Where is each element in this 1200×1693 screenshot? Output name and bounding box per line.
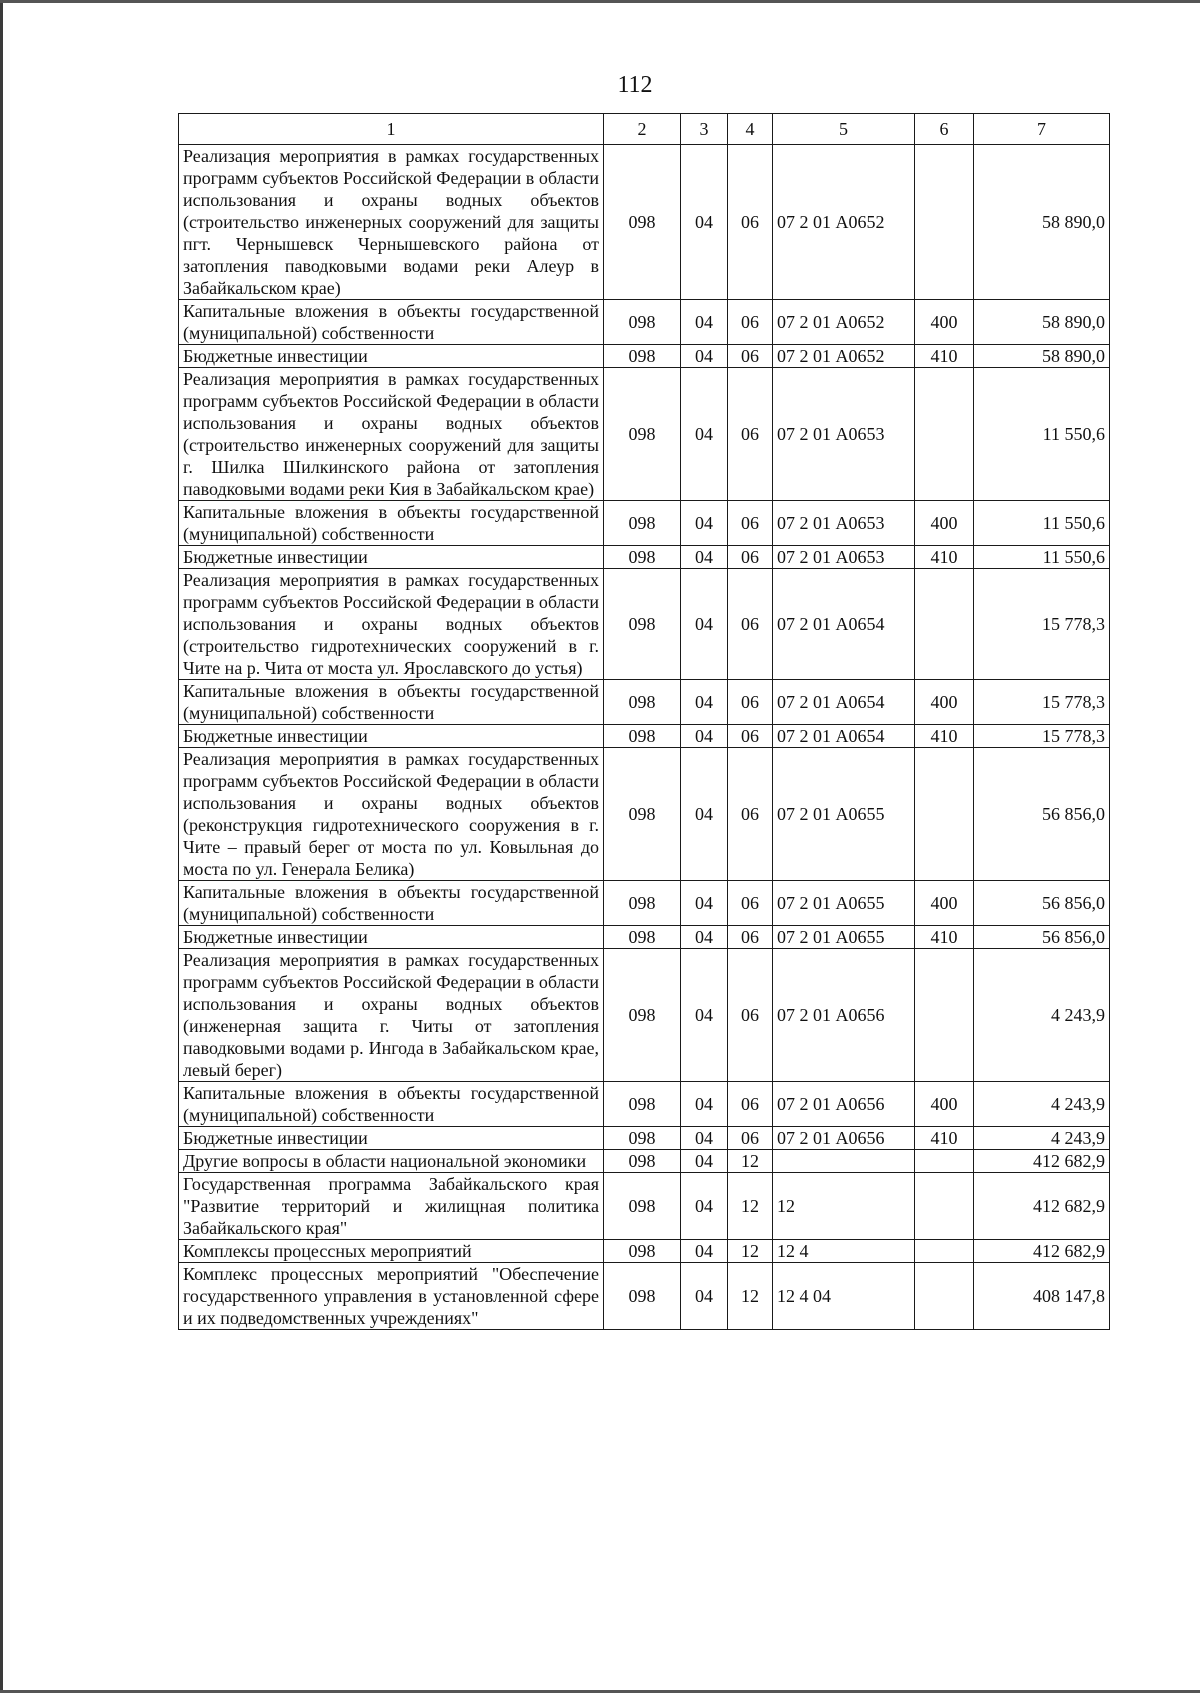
table-row <box>179 725 1110 748</box>
row-amount-cell: 15 778,3 <box>974 680 1110 725</box>
row-name-cell: Бюджетные инвестиции <box>179 1127 604 1150</box>
table-row <box>179 1082 1110 1127</box>
table-row <box>179 368 1110 501</box>
row-subsection-cell: 06 <box>728 145 773 300</box>
row-ministry-code-cell: 098 <box>604 725 681 748</box>
row-section-cell: 04 <box>681 1173 728 1240</box>
table-row <box>179 1263 1110 1330</box>
row-name-cell: Бюджетные инвестиции <box>179 725 604 748</box>
row-expense-type-cell: 410 <box>915 725 974 748</box>
row-target-article-cell: 07 2 01 А0655 <box>773 881 915 926</box>
row-target-article-cell: 07 2 01 А0654 <box>773 725 915 748</box>
row-subsection-cell: 06 <box>728 926 773 949</box>
row-ministry-code-cell: 098 <box>604 501 681 546</box>
row-subsection-cell: 06 <box>728 748 773 881</box>
scan-edge-left <box>0 0 3 1693</box>
row-ministry-code-cell: 098 <box>604 949 681 1082</box>
row-amount-cell: 58 890,0 <box>974 145 1110 300</box>
row-ministry-code-cell: 098 <box>604 1240 681 1263</box>
row-ministry-code-cell: 098 <box>604 368 681 501</box>
row-amount-cell: 412 682,9 <box>974 1240 1110 1263</box>
table-row <box>179 926 1110 949</box>
row-section-cell: 04 <box>681 569 728 680</box>
row-section-cell: 04 <box>681 1150 728 1173</box>
row-subsection-cell: 06 <box>728 680 773 725</box>
row-target-article-cell: 07 2 01 А0653 <box>773 368 915 501</box>
header-cell-1: 1 <box>179 114 604 145</box>
row-subsection-cell: 06 <box>728 345 773 368</box>
row-target-article-cell <box>773 1150 915 1173</box>
table-row <box>179 1150 1110 1173</box>
row-subsection-cell: 06 <box>728 1082 773 1127</box>
row-subsection-cell: 12 <box>728 1263 773 1330</box>
row-name-cell: Капитальные вложения в объекты государственной (муниципальной) собственности <box>179 1082 604 1127</box>
row-ministry-code-cell: 098 <box>604 145 681 300</box>
header-cell-6: 6 <box>915 114 974 145</box>
row-expense-type-cell: 400 <box>915 300 974 345</box>
header-cell-4: 4 <box>728 114 773 145</box>
table-row <box>179 881 1110 926</box>
row-expense-type-cell: 400 <box>915 1082 974 1127</box>
row-section-cell: 04 <box>681 748 728 881</box>
row-expense-type-cell: 410 <box>915 546 974 569</box>
row-section-cell: 04 <box>681 1263 728 1330</box>
row-amount-cell: 4 243,9 <box>974 1082 1110 1127</box>
row-section-cell: 04 <box>681 1240 728 1263</box>
row-ministry-code-cell: 098 <box>604 1150 681 1173</box>
row-ministry-code-cell: 098 <box>604 1263 681 1330</box>
row-amount-cell: 58 890,0 <box>974 345 1110 368</box>
row-name-cell: Бюджетные инвестиции <box>179 926 604 949</box>
row-subsection-cell: 06 <box>728 569 773 680</box>
row-subsection-cell: 12 <box>728 1150 773 1173</box>
row-subsection-cell: 06 <box>728 368 773 501</box>
row-name-cell: Капитальные вложения в объекты государственной (муниципальной) собственности <box>179 501 604 546</box>
row-amount-cell: 4 243,9 <box>974 1127 1110 1150</box>
row-ministry-code-cell: 098 <box>604 546 681 569</box>
row-expense-type-cell: 410 <box>915 926 974 949</box>
row-expense-type-cell <box>915 1150 974 1173</box>
table-row <box>179 546 1110 569</box>
table-row <box>179 1127 1110 1150</box>
row-name-cell: Бюджетные инвестиции <box>179 546 604 569</box>
row-name-cell: Комплекс процессных мероприятий "Обеспечение государственного управления в установленной сфере и их подведомственных учреждениях" <box>179 1263 604 1330</box>
row-target-article-cell: 12 4 04 <box>773 1263 915 1330</box>
row-target-article-cell: 07 2 01 А0653 <box>773 501 915 546</box>
row-name-cell: Реализация мероприятия в рамках государственных программ субъектов Российской Федерации в области использования и охраны водных объектов (реконструкция гидротехнического сооружения в г. Чите – правый берег от моста по ул. Ковыльная до моста по ул. Генерала Белика) <box>179 748 604 881</box>
row-amount-cell: 11 550,6 <box>974 546 1110 569</box>
row-ministry-code-cell: 098 <box>604 569 681 680</box>
row-target-article-cell: 07 2 01 А0655 <box>773 748 915 881</box>
table-row <box>179 748 1110 881</box>
row-name-cell: Государственная программа Забайкальского края "Развитие территорий и жилищная политика Забайкальского края" <box>179 1173 604 1240</box>
table-row <box>179 949 1110 1082</box>
row-amount-cell: 56 856,0 <box>974 926 1110 949</box>
row-target-article-cell: 07 2 01 А0654 <box>773 680 915 725</box>
row-subsection-cell: 06 <box>728 501 773 546</box>
row-ministry-code-cell: 098 <box>604 1127 681 1150</box>
row-expense-type-cell: 400 <box>915 881 974 926</box>
row-target-article-cell: 07 2 01 А0652 <box>773 145 915 300</box>
row-section-cell: 04 <box>681 725 728 748</box>
row-target-article-cell: 07 2 01 А0655 <box>773 926 915 949</box>
row-expense-type-cell: 400 <box>915 501 974 546</box>
row-name-cell: Бюджетные инвестиции <box>179 345 604 368</box>
row-amount-cell: 4 243,9 <box>974 949 1110 1082</box>
row-target-article-cell: 07 2 01 А0652 <box>773 345 915 368</box>
row-name-cell: Другие вопросы в области национальной экономики <box>179 1150 604 1173</box>
header-cell-2: 2 <box>604 114 681 145</box>
row-expense-type-cell: 410 <box>915 345 974 368</box>
row-section-cell: 04 <box>681 926 728 949</box>
row-expense-type-cell <box>915 1173 974 1240</box>
table-row <box>179 145 1110 300</box>
row-expense-type-cell <box>915 569 974 680</box>
row-name-cell: Реализация мероприятия в рамках государственных программ субъектов Российской Федерации в области использования и охраны водных объектов (строительство инженерных сооружений для защиты пгт. Чернышевск Чернышевского района от затопления паводковыми водами реки Алеур в Забайкальском крае) <box>179 145 604 300</box>
row-amount-cell: 11 550,6 <box>974 501 1110 546</box>
row-section-cell: 04 <box>681 1082 728 1127</box>
row-amount-cell: 56 856,0 <box>974 748 1110 881</box>
row-ministry-code-cell: 098 <box>604 680 681 725</box>
row-expense-type-cell <box>915 368 974 501</box>
table-row <box>179 501 1110 546</box>
table-row <box>179 680 1110 725</box>
row-expense-type-cell <box>915 1263 974 1330</box>
table-row <box>179 1240 1110 1263</box>
page-number: 112 <box>617 72 653 98</box>
row-section-cell: 04 <box>681 345 728 368</box>
table-row <box>179 345 1110 368</box>
row-amount-cell: 15 778,3 <box>974 725 1110 748</box>
row-name-cell: Капитальные вложения в объекты государственной (муниципальной) собственности <box>179 881 604 926</box>
row-name-cell: Реализация мероприятия в рамках государственных программ субъектов Российской Федерации в области использования и охраны водных объектов (строительство гидротехнических сооружений в г. Чите на р. Чита от моста ул. Ярославского до устья) <box>179 569 604 680</box>
row-expense-type-cell <box>915 748 974 881</box>
table-body <box>179 145 1110 1330</box>
row-target-article-cell: 07 2 01 А0654 <box>773 569 915 680</box>
row-amount-cell: 408 147,8 <box>974 1263 1110 1330</box>
row-ministry-code-cell: 098 <box>604 1173 681 1240</box>
row-ministry-code-cell: 098 <box>604 748 681 881</box>
row-name-cell: Реализация мероприятия в рамках государственных программ субъектов Российской Федерации в области использования и охраны водных объектов (инженерная защита г. Читы от затопления паводковыми водами р. Ингода в Забайкальском крае, левый берег) <box>179 949 604 1082</box>
row-subsection-cell: 06 <box>728 300 773 345</box>
budget-table <box>178 113 1110 1330</box>
table-row <box>179 1173 1110 1240</box>
row-ministry-code-cell: 098 <box>604 881 681 926</box>
row-expense-type-cell: 410 <box>915 1127 974 1150</box>
scan-edge-top <box>0 0 1200 3</box>
row-ministry-code-cell: 098 <box>604 345 681 368</box>
row-subsection-cell: 06 <box>728 1127 773 1150</box>
row-amount-cell: 11 550,6 <box>974 368 1110 501</box>
row-section-cell: 04 <box>681 680 728 725</box>
row-section-cell: 04 <box>681 368 728 501</box>
row-expense-type-cell <box>915 145 974 300</box>
row-section-cell: 04 <box>681 1127 728 1150</box>
row-name-cell: Реализация мероприятия в рамках государственных программ субъектов Российской Федерации в области использования и охраны водных объектов (строительство инженерных сооружений для защиты г. Шилка Шилкинского района от затопления паводковыми водами реки Кия в Забайкальском крае) <box>179 368 604 501</box>
header-row <box>179 114 1110 145</box>
row-subsection-cell: 12 <box>728 1240 773 1263</box>
row-expense-type-cell <box>915 949 974 1082</box>
header-cell-3: 3 <box>681 114 728 145</box>
row-subsection-cell: 06 <box>728 725 773 748</box>
row-section-cell: 04 <box>681 501 728 546</box>
row-target-article-cell: 07 2 01 А0652 <box>773 300 915 345</box>
row-subsection-cell: 06 <box>728 546 773 569</box>
row-name-cell: Капитальные вложения в объекты государственной (муниципальной) собственности <box>179 300 604 345</box>
row-section-cell: 04 <box>681 145 728 300</box>
row-subsection-cell: 06 <box>728 949 773 1082</box>
row-ministry-code-cell: 098 <box>604 926 681 949</box>
row-amount-cell: 56 856,0 <box>974 881 1110 926</box>
row-expense-type-cell: 400 <box>915 680 974 725</box>
row-amount-cell: 58 890,0 <box>974 300 1110 345</box>
row-target-article-cell: 12 4 <box>773 1240 915 1263</box>
row-target-article-cell: 07 2 01 А0653 <box>773 546 915 569</box>
row-name-cell: Капитальные вложения в объекты государственной (муниципальной) собственности <box>179 680 604 725</box>
row-target-article-cell: 07 2 01 А0656 <box>773 1127 915 1150</box>
row-target-article-cell: 07 2 01 А0656 <box>773 949 915 1082</box>
row-section-cell: 04 <box>681 949 728 1082</box>
row-amount-cell: 412 682,9 <box>974 1150 1110 1173</box>
table-row <box>179 569 1110 680</box>
row-ministry-code-cell: 098 <box>604 1082 681 1127</box>
header-cell-7: 7 <box>974 114 1110 145</box>
row-section-cell: 04 <box>681 300 728 345</box>
row-target-article-cell: 12 <box>773 1173 915 1240</box>
row-section-cell: 04 <box>681 881 728 926</box>
row-subsection-cell: 12 <box>728 1173 773 1240</box>
row-expense-type-cell <box>915 1240 974 1263</box>
row-amount-cell: 15 778,3 <box>974 569 1110 680</box>
row-amount-cell: 412 682,9 <box>974 1173 1110 1240</box>
table-row <box>179 300 1110 345</box>
row-name-cell: Комплексы процессных мероприятий <box>179 1240 604 1263</box>
header-cell-5: 5 <box>773 114 915 145</box>
row-section-cell: 04 <box>681 546 728 569</box>
row-target-article-cell: 07 2 01 А0656 <box>773 1082 915 1127</box>
row-ministry-code-cell: 098 <box>604 300 681 345</box>
row-subsection-cell: 06 <box>728 881 773 926</box>
